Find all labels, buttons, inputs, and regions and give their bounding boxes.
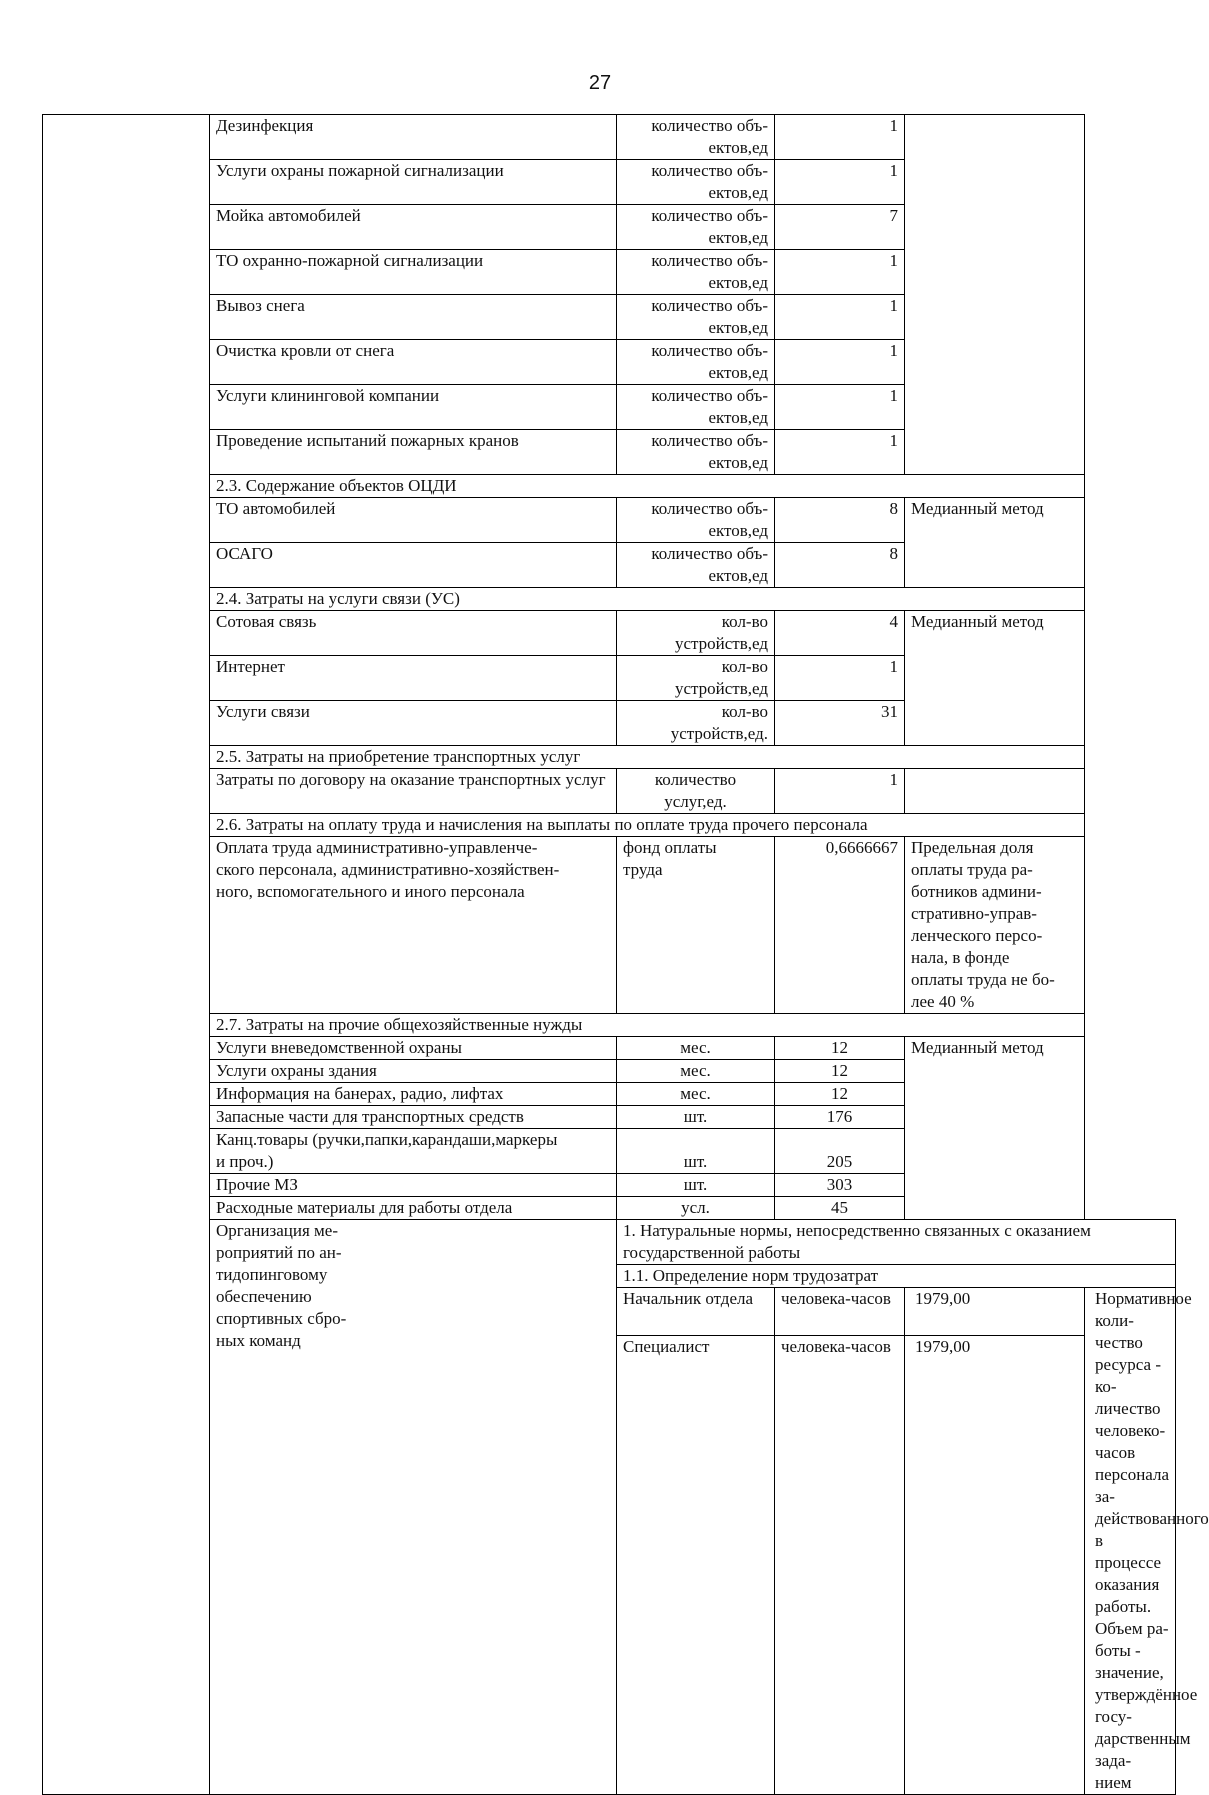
row-name: Очистка кровли от снега xyxy=(210,340,617,385)
row-unit: человека-часов xyxy=(775,1288,905,1336)
row-name: ОСАГО xyxy=(210,543,617,588)
row-name: Услуги клининговой компании xyxy=(210,385,617,430)
page-number: 27 xyxy=(588,72,612,94)
row-name: Затраты по договору на оказание транспортных услуг xyxy=(210,769,617,814)
row-unit: кол-во устройств,ед. xyxy=(617,701,775,746)
row-value: 1 xyxy=(775,340,905,385)
row-name: Услуги вневедомственной охраны xyxy=(210,1037,617,1060)
row-value: 1979,00 xyxy=(905,1288,1085,1336)
section-row xyxy=(43,746,1176,769)
table-row xyxy=(43,1037,1176,1060)
row-value: 12 xyxy=(775,1037,905,1060)
row-unit: кол-во устройств,ед xyxy=(617,656,775,701)
row-name: Интернет xyxy=(210,656,617,701)
row-value: 303 xyxy=(775,1174,905,1197)
section-title-2-6: 2.6. Затраты на оплату труда и начисления на выплаты по оплате труда прочего персонала xyxy=(210,814,1085,837)
row-value: 1 xyxy=(775,656,905,701)
work-name-cell: Организация ме- роприятий по ан- тидопинговому обеспечению спортивных сбро- ных команд xyxy=(210,1220,617,1795)
table-row xyxy=(43,611,1176,656)
row-unit: количество объ- ектов,ед xyxy=(617,430,775,475)
row-value: 1979,00 xyxy=(905,1335,1085,1794)
section-title-1-1: 1.1. Определение норм трудозатрат xyxy=(617,1265,1176,1288)
row-value: 12 xyxy=(775,1083,905,1106)
row-name: Информация на банерах, радио, лифтах xyxy=(210,1083,617,1106)
section-title-2-5: 2.5. Затраты на приобретение транспортных услуг xyxy=(210,746,1085,769)
row-value: 31 xyxy=(775,701,905,746)
row-unit: кол-во устройств,ед xyxy=(617,611,775,656)
method-cell: Предельная доля оплаты труда ра- ботников админи- стративно-управ- ленческого персо- нала, в фонде оплаты труда не бо- лее 40 % xyxy=(905,837,1085,1014)
row-value: 205 xyxy=(775,1129,905,1174)
row-unit: количество объ- ектов,ед xyxy=(617,160,775,205)
row-unit: мес. xyxy=(617,1060,775,1083)
row-unit: мес. xyxy=(617,1083,775,1106)
row-unit: количество объ- ектов,ед xyxy=(617,115,775,160)
row-name: Дезинфекция xyxy=(210,115,617,160)
row-unit: шт. xyxy=(617,1106,775,1129)
row-name: Расходные материалы для работы отдела xyxy=(210,1197,617,1220)
table-row xyxy=(43,837,1176,1014)
row-name: ТО автомобилей xyxy=(210,498,617,543)
row-unit: шт. xyxy=(617,1129,775,1174)
method-cell: Медианный метод xyxy=(905,1037,1085,1220)
row-unit: количество объ- ектов,ед xyxy=(617,498,775,543)
row-unit: количество объ- ектов,ед xyxy=(617,205,775,250)
table-row xyxy=(43,498,1176,543)
row-unit: мес. xyxy=(617,1037,775,1060)
row-value: 8 xyxy=(775,543,905,588)
row-name: Проведение испытаний пожарных кранов xyxy=(210,430,617,475)
row-unit: количество объ- ектов,ед xyxy=(617,295,775,340)
row-name: Услуги связи xyxy=(210,701,617,746)
row-name: Оплата труда административно-управленче- ского персонала, административно-хозяйствен- ного, вспомогательного и иного персонала xyxy=(210,837,617,1014)
row-name: Канц.товары (ручки,папки,карандаши,маркеры и проч.) xyxy=(210,1129,617,1174)
row-unit: количество объ- ектов,ед xyxy=(617,543,775,588)
row-name: ТО охранно-пожарной сигнализации xyxy=(210,250,617,295)
method-cell-empty xyxy=(905,115,1085,475)
row-value: 1 xyxy=(775,115,905,160)
work-name-cell-empty xyxy=(43,115,210,1795)
method-cell-empty xyxy=(905,769,1085,814)
row-name: Мойка автомобилей xyxy=(210,205,617,250)
table-row xyxy=(43,769,1176,814)
section-title-2-7: 2.7. Затраты на прочие общехозяйственные нужды xyxy=(210,1014,1085,1037)
row-value: 1 xyxy=(775,769,905,814)
row-unit: количество объ- ектов,ед xyxy=(617,340,775,385)
row-value: 12 xyxy=(775,1060,905,1083)
row-value: 1 xyxy=(775,250,905,295)
row-value: 1 xyxy=(775,430,905,475)
method-cell: Медианный метод xyxy=(905,611,1085,746)
row-name: Специалист xyxy=(617,1335,775,1794)
row-unit: человека-часов xyxy=(775,1335,905,1794)
row-name: Услуги охраны здания xyxy=(210,1060,617,1083)
row-value: 1 xyxy=(775,295,905,340)
row-unit: фонд оплаты труда xyxy=(617,837,775,1014)
section-row xyxy=(43,588,1176,611)
row-unit: количество объ- ектов,ед xyxy=(617,385,775,430)
section-row xyxy=(43,1014,1176,1037)
row-unit: количество услуг,ед. xyxy=(617,769,775,814)
method-cell: Медианный метод xyxy=(905,498,1085,588)
row-unit: усл. xyxy=(617,1197,775,1220)
row-unit: шт. xyxy=(617,1174,775,1197)
row-name: Начальник отдела xyxy=(617,1288,775,1336)
row-name: Запасные части для транспортных средств xyxy=(210,1106,617,1129)
section-row xyxy=(43,1220,1176,1265)
row-value: 1 xyxy=(775,385,905,430)
section-row xyxy=(43,814,1176,837)
row-name: Сотовая связь xyxy=(210,611,617,656)
row-value: 45 xyxy=(775,1197,905,1220)
row-name: Прочие МЗ xyxy=(210,1174,617,1197)
cost-norms-table xyxy=(42,114,1209,1795)
section-title-2-4: 2.4. Затраты на услуги связи (УС) xyxy=(210,588,1085,611)
section-title-2-3: 2.3. Содержание объектов ОЦДИ xyxy=(210,475,1085,498)
row-unit: количество объ- ектов,ед xyxy=(617,250,775,295)
row-value: 0,6666667 xyxy=(775,837,905,1014)
section-row xyxy=(43,475,1176,498)
method-cell: Нормативное коли- чество ресурса - ко- личество человеко- часов персонала за- действованного в процессе оказания работы. Объем ра- боты - значение, утверждённое госу- дарственным зада- нием xyxy=(1085,1288,1176,1795)
table-row xyxy=(43,115,1176,160)
row-value: 8 xyxy=(775,498,905,543)
row-value: 4 xyxy=(775,611,905,656)
row-name: Услуги охраны пожарной сигнализации xyxy=(210,160,617,205)
row-value: 1 xyxy=(775,160,905,205)
row-name: Вывоз снега xyxy=(210,295,617,340)
row-value: 7 xyxy=(775,205,905,250)
row-value: 176 xyxy=(775,1106,905,1129)
section-title-1: 1. Натуральные нормы, непосредственно связанных с оказанием государственной работы xyxy=(617,1220,1176,1265)
